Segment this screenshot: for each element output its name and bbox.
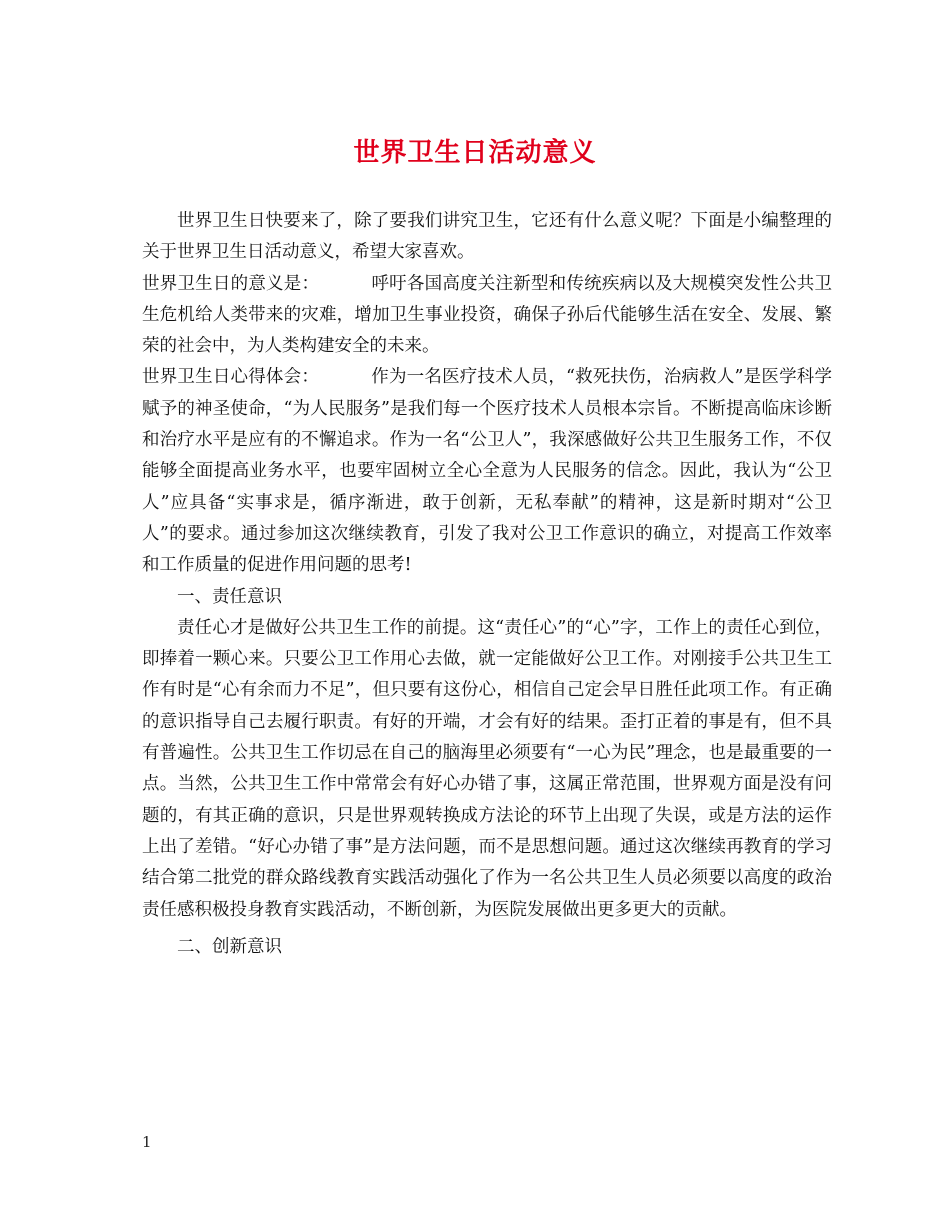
document-body: [142, 206, 832, 963]
meaning-label: 世界卫生日的意义是：: [142, 273, 320, 294]
document-title: 世界卫生日活动意义: [353, 138, 597, 168]
intro-paragraph: 世界卫生日快要来了，除了要我们讲究卫生，它还有什么意义呢？下面是小编整理的关于世界卫生日活动意义，希望大家喜欢。: [142, 211, 832, 263]
page-number: 1: [142, 1133, 152, 1151]
meaning-paragraph: [142, 269, 832, 363]
meaning-text: 呼吁各国高度关注新型和传统疾病以及大规模突发性公共卫生危机给人类带来的灾难，增加卫生事业投资，确保子孙后代能够生活在安全、发展、繁荣的社会中，为人类构建安全的未来。: [142, 273, 833, 357]
section-heading-innovation: 二、创新意识: [177, 936, 282, 957]
section-heading-responsibility: 一、责任意识: [177, 586, 282, 607]
experience-text: 作为一名医疗技术人员，“救死扶伤，治病救人”是医学科学赋予的神圣使命，“为人民服务”是我们每一个医疗技术人员根本宗旨。不断提高临床诊断和治疗水平是应有的不懈追求。作为一名“公卫人”，我深感做好公共卫生服务工作，不仅能够全面提高业务水平，也要牢固树立全心全意为人民服务的信念。因此，我认为“公卫人”应具备“实事求是，循序渐进，敢于创新，无私奉献”的精神，这是新时期对“公卫人”的要求。通过参加这次继续教育，引发了我对公卫工作意识的确立，对提高工作效率和工作质量的促进作用问题的思考!: [142, 367, 832, 576]
responsibility-paragraph: 责任心才是做好公共卫生工作的前提。这“责任心”的“心”字，工作上的责任心到位，即捧着一颗心来。只要公卫工作用心去做，就一定能做好公卫工作。对刚接手公共卫生工作有时是“心有余而力不足”，但只要有这份心，相信自己定会早日胜任此项工作。有正确的意识指导自己去履行职责。有好的开端，才会有好的结果。歪打正着的事是有，但不具有普遍性。公共卫生工作切忌在自己的脑海里必须要有“一心为民”理念，也是最重要的一点。当然，公共卫生工作中常常会有好心办错了事，这属正常范围，世界观方面是没有问题的，有其正确的意识，只是世界观转换成方法论的环节上出现了失误，或是方法的运作上出了差错。“好心办错了事”是方法问题，而不是思想问题。通过这次继续再教育的学习结合第二批党的群众路线教育实践活动强化了作为一名公共卫生人员必须要以高度的政治责任感积极投身教育实践活动，不断创新，为医院发展做出更多更大的贡献。: [142, 617, 832, 920]
experience-label: 世界卫生日心得体会：: [142, 367, 320, 388]
experience-paragraph: [142, 362, 832, 581]
